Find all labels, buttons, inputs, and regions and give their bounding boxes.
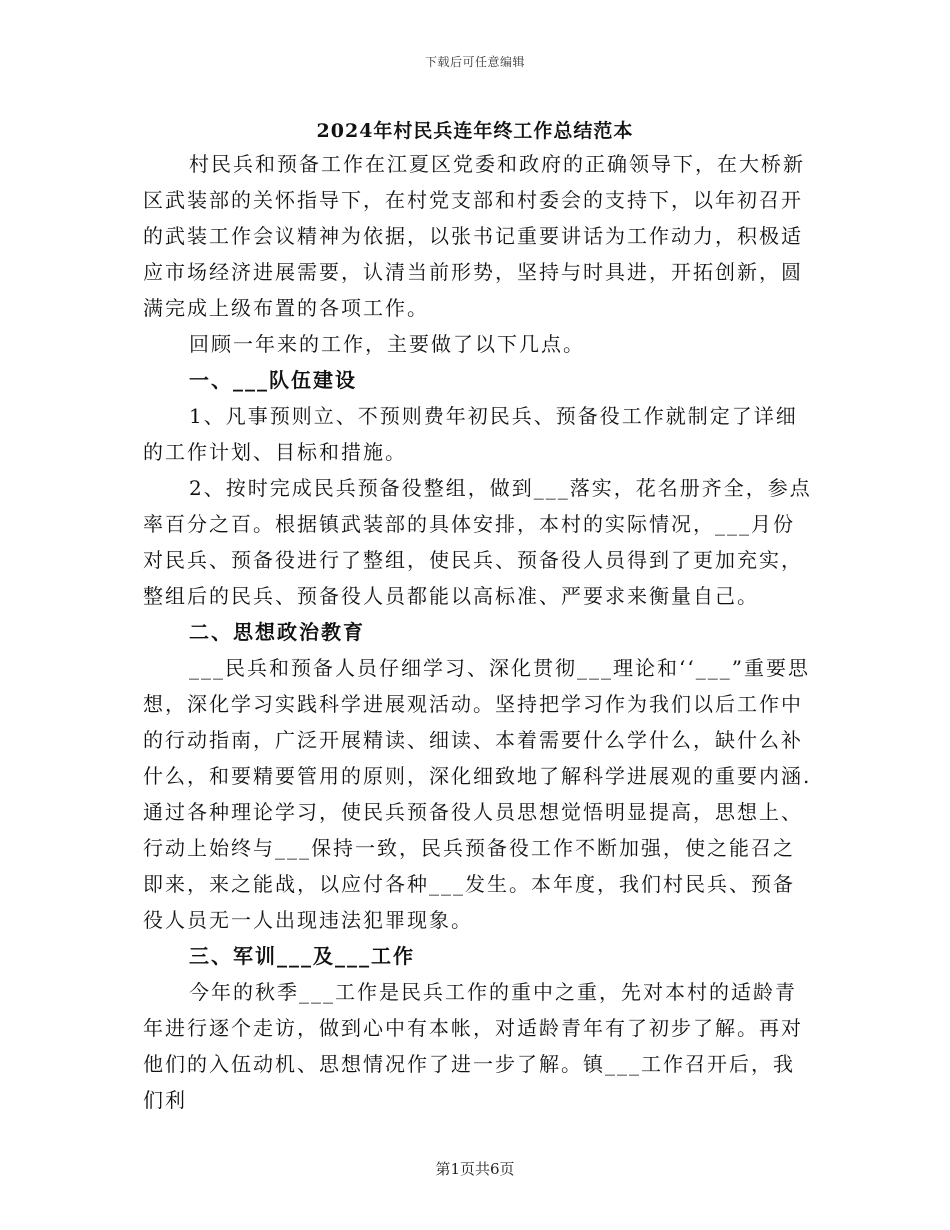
paragraph-recruitment: 今年的秋季___工作是民兵工作的重中之重，先对本村的适龄青年进行逐个走访，做到心中有本帐，对适龄青年有了初步了解。再对他们的入伍动机、思想情况作了进一步了解。镇___工作召开后，我们利	[143, 980, 803, 1112]
section-heading-1: 一、___队伍建设	[189, 368, 357, 392]
header-note: 下载后可任意编辑	[424, 55, 525, 69]
paragraph-item-1: 1、凡事预则立、不预则费年初民兵、预备役工作就制定了详细的工作计划、目标和措施。	[143, 404, 798, 464]
paragraph-item-2: 2、按时完成民兵预备役整组，做到___落实，花名册齐全，参点率百分之百。根据镇武装部的具体安排，本村的实际情况，___月份对民兵、预备役进行了整组，使民兵、预备役人员得到了更加充实，整组后的民兵、预备役人员都能以高标准、严要求来衡量自己。	[143, 476, 812, 608]
paragraph-intro: 村民兵和预备工作在江夏区党委和政府的正确领导下，在大桥新区武装部的关怀指导下，在村党支部和村委会的支持下，以年初召开的武装工作会议精神为依据，以张书记重要讲话为工作动力，积极适应市场经济进展需要，认清当前形势，坚持与时具进，开拓创新，圆满完成上级布置的各项工作。	[143, 152, 805, 320]
section-heading-2: 二、思想政治教育	[189, 620, 365, 644]
document-body	[143, 146, 813, 1118]
document-title: 2024年村民兵连年终工作总结范本	[316, 120, 634, 142]
page-footer: 第1页共6页	[435, 1160, 515, 1178]
section-heading-3: 三、军训___及___工作	[189, 944, 415, 968]
paragraph-education: ___民兵和预备人员仔细学习、深化贯彻___理论和‘‘___”重要思想，深化学习实践科学进展观活动。坚持把学习作为我们以后工作中的行动指南，广泛开展精读、细读、本着需要什么学什么，缺什么补什么，和要精要管用的原则，深化细致地了解科学进展观的重要内涵.通过各种理论学习，使民兵预备役人员思想觉悟明显提高，思想上、行动上始终与___保持一致，民兵预备役工作不断加强，使之能召之即来，来之能战，以应付各种___发生。本年度，我们村民兵、预备役人员无一人出现违法犯罪现象。	[143, 656, 812, 932]
paragraph-review: 回顾一年来的工作，主要做了以下几点。	[189, 332, 585, 356]
